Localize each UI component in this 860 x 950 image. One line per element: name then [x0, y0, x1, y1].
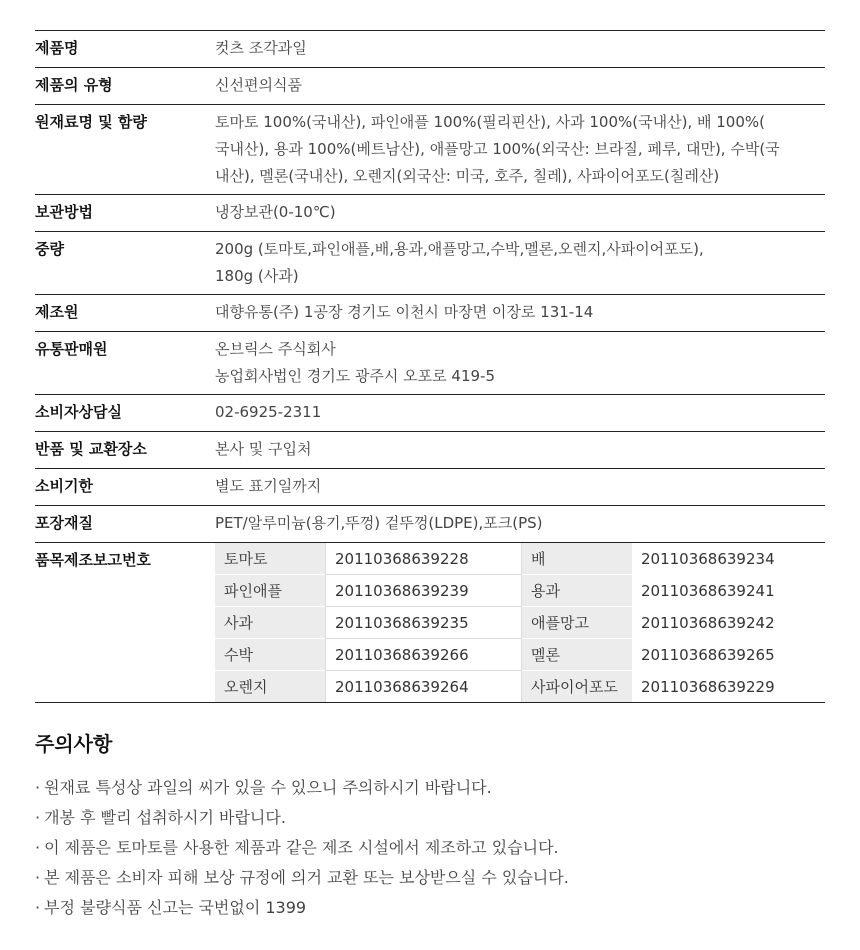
- caution-section: [35, 728, 825, 923]
- info-row-product-name: [35, 31, 825, 68]
- table-row: [215, 543, 825, 575]
- caution-list: [35, 773, 825, 923]
- fruit-name: 사과: [215, 607, 326, 639]
- report-number-table: [215, 543, 825, 702]
- table-row: [215, 575, 825, 607]
- info-row-report-numbers: [35, 543, 825, 703]
- info-value-line: 180g (사과): [215, 267, 299, 285]
- info-value: 본사 및 구입처: [215, 432, 825, 469]
- info-label: 제품명: [35, 31, 215, 68]
- info-row-packaging: [35, 506, 825, 543]
- info-value-line: 내산), 멜론(국내산), 오렌지(외국산: 미국, 호주, 칠레), 사파이어포도(칠레산): [215, 167, 720, 185]
- caution-text: 이 제품은 토마토를 사용한 제품과 같은 제조 시설에서 제조하고 있습니다.: [44, 838, 559, 857]
- bullet: ·: [35, 838, 41, 857]
- bullet: ·: [35, 868, 41, 887]
- info-row-storage: [35, 195, 825, 232]
- info-label: 품목제조보고번호: [35, 543, 215, 703]
- info-row-ingredients: [35, 105, 825, 195]
- info-value-line: 농업회사법인 경기도 광주시 오포로 419-5: [215, 367, 496, 385]
- bullet: ·: [35, 898, 41, 917]
- list-item: [35, 863, 825, 893]
- info-row-consumer-center: [35, 395, 825, 432]
- fruit-name: 수박: [215, 639, 326, 671]
- list-item: [35, 893, 825, 923]
- product-info-table: [35, 30, 825, 703]
- info-value: [215, 332, 825, 395]
- table-row: [215, 671, 825, 703]
- info-value: 컷츠 조각과일: [215, 31, 825, 68]
- bullet: ·: [35, 778, 41, 797]
- caution-title: 주의사항: [35, 732, 113, 756]
- fruit-name: 오렌지: [215, 671, 326, 703]
- info-row-manufacturer: [35, 295, 825, 332]
- info-value-line: 국내산), 용과 100%(베트남산), 애플망고 100%(외국산: 브라질, 페루, 대만), 수박(국: [215, 140, 780, 158]
- fruit-name: 애플망고: [522, 607, 633, 639]
- info-row-distributor: [35, 332, 825, 395]
- list-item: [35, 833, 825, 863]
- product-info-section: [35, 30, 825, 703]
- table-row: [215, 607, 825, 639]
- report-number: 20110368639264: [326, 671, 522, 703]
- info-value: [215, 232, 825, 295]
- info-row-return-place: [35, 432, 825, 469]
- info-value: 02-6925-2311: [215, 395, 825, 432]
- report-number: 20110368639239: [326, 575, 522, 607]
- info-label: 포장재질: [35, 506, 215, 543]
- report-number: 20110368639234: [641, 549, 775, 568]
- fruit-name: 용과: [522, 575, 633, 607]
- info-label: 소비자상담실: [35, 395, 215, 432]
- info-label: 소비기한: [35, 469, 215, 506]
- report-number-cell: [215, 543, 825, 703]
- info-label: 제조원: [35, 295, 215, 332]
- list-item: [35, 803, 825, 833]
- list-item: [35, 773, 825, 803]
- info-label: 제품의 유형: [35, 68, 215, 105]
- info-value-line: 200g (토마토,파인애플,배,용과,애플망고,수박,멜론,오렌지,사파이어포도),: [215, 240, 704, 258]
- report-number: 20110368639229: [632, 671, 825, 703]
- bullet: ·: [35, 808, 41, 827]
- fruit-name: 배: [522, 543, 633, 575]
- fruit-name: 멜론: [522, 639, 633, 671]
- info-value: 신선편의식품: [215, 68, 825, 105]
- info-row-expiration: [35, 469, 825, 506]
- caution-text: 본 제품은 소비자 피해 보상 규정에 의거 교환 또는 보상받으실 수 있습니다.: [44, 868, 569, 887]
- info-label: 반품 및 교환장소: [35, 432, 215, 469]
- report-number: 20110368639241: [632, 575, 825, 607]
- caution-text: 부정 불량식품 신고는 국번없이 1399: [44, 898, 307, 917]
- report-number: 20110368639266: [326, 639, 522, 671]
- report-number: 20110368639242: [632, 607, 825, 639]
- info-value: PET/알루미늄(용기,뚜껑) 겉뚜껑(LDPE),포크(PS): [215, 506, 825, 543]
- info-value: 냉장보관(0-10℃): [215, 195, 825, 232]
- info-label: 유통판매원: [35, 332, 215, 395]
- fruit-name: 사파이어포도: [522, 671, 633, 703]
- info-value-line: 토마토 100%(국내산), 파인애플 100%(필리핀산), 사과 100%(국내산), 배 100%(: [215, 113, 765, 131]
- info-label: 보관방법: [35, 195, 215, 232]
- info-value: 별도 표기일까지: [215, 469, 825, 506]
- report-number: 20110368639265: [632, 639, 825, 671]
- report-number: 20110368639235: [326, 607, 522, 639]
- table-row: [215, 639, 825, 671]
- info-value-line: 온브릭스 주식회사: [215, 340, 336, 358]
- fruit-name: 토마토: [215, 543, 326, 575]
- caution-text: 개봉 후 빨리 섭취하시기 바랍니다.: [44, 808, 286, 827]
- info-row-product-type: [35, 68, 825, 105]
- info-row-weight: [35, 232, 825, 295]
- fruit-name: 파인애플: [215, 575, 326, 607]
- info-label: 중량: [35, 232, 215, 295]
- info-value: 대향유통(주) 1공장 경기도 이천시 마장면 이장로 131-14: [215, 295, 825, 332]
- caution-text: 원재료 특성상 과일의 씨가 있을 수 있으니 주의하시기 바랍니다.: [44, 778, 492, 797]
- report-number: 20110368639228: [326, 543, 522, 575]
- info-value: [215, 105, 825, 195]
- info-label: 원재료명 및 함량: [35, 105, 215, 195]
